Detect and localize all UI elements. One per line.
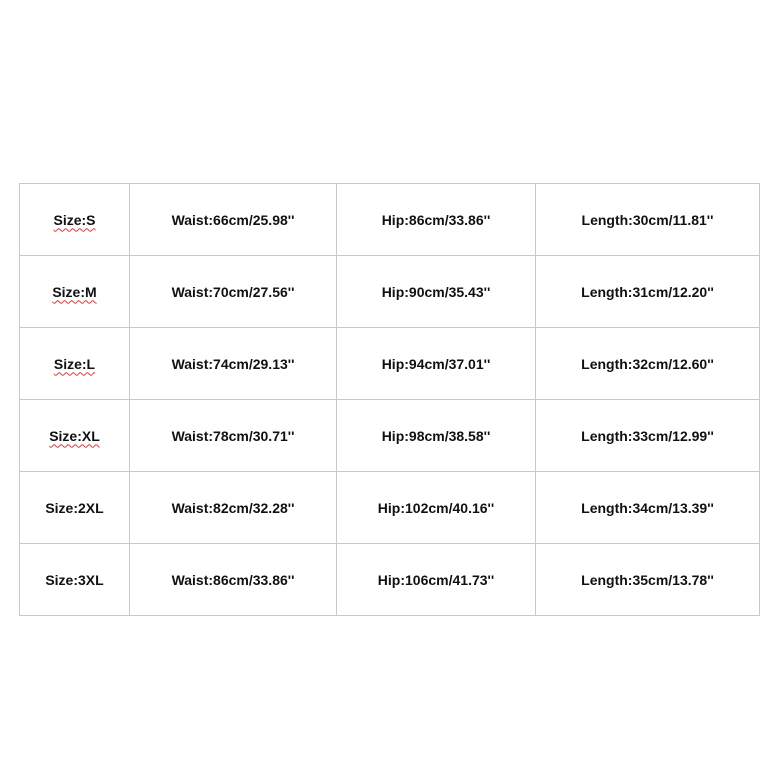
size-label: Size:L xyxy=(53,355,96,372)
waist-cell: Waist:74cm/29.13'' xyxy=(130,328,337,400)
hip-cell: Hip:102cm/40.16'' xyxy=(337,472,536,544)
hip-cell: Hip:94cm/37.01'' xyxy=(337,328,536,400)
size-label: Size:S xyxy=(53,211,96,228)
table-row xyxy=(20,400,760,472)
length-cell: Length:35cm/13.78'' xyxy=(536,544,760,616)
size-label: Size:2XL xyxy=(45,499,104,516)
size-cell xyxy=(20,544,130,616)
waist-cell: Waist:66cm/25.98'' xyxy=(130,184,337,256)
size-cell xyxy=(20,184,130,256)
hip-cell: Hip:106cm/41.73'' xyxy=(337,544,536,616)
length-cell: Length:34cm/13.39'' xyxy=(536,472,760,544)
table-row xyxy=(20,256,760,328)
table-row xyxy=(20,472,760,544)
hip-cell: Hip:90cm/35.43'' xyxy=(337,256,536,328)
table-row xyxy=(20,328,760,400)
hip-cell: Hip:86cm/33.86'' xyxy=(337,184,536,256)
length-cell: Length:30cm/11.81'' xyxy=(536,184,760,256)
waist-cell: Waist:70cm/27.56'' xyxy=(130,256,337,328)
table-row xyxy=(20,184,760,256)
waist-cell: Waist:86cm/33.86'' xyxy=(130,544,337,616)
size-chart-table xyxy=(19,183,760,616)
size-label: Size:XL xyxy=(49,427,100,444)
length-cell: Length:33cm/12.99'' xyxy=(536,400,760,472)
size-cell xyxy=(20,472,130,544)
table-row xyxy=(20,544,760,616)
waist-cell: Waist:78cm/30.71'' xyxy=(130,400,337,472)
length-cell: Length:31cm/12.20'' xyxy=(536,256,760,328)
size-cell xyxy=(20,256,130,328)
size-cell xyxy=(20,400,130,472)
hip-cell: Hip:98cm/38.58'' xyxy=(337,400,536,472)
size-label: Size:3XL xyxy=(45,571,104,588)
size-label: Size:M xyxy=(52,283,97,300)
size-cell xyxy=(20,328,130,400)
waist-cell: Waist:82cm/32.28'' xyxy=(130,472,337,544)
length-cell: Length:32cm/12.60'' xyxy=(536,328,760,400)
